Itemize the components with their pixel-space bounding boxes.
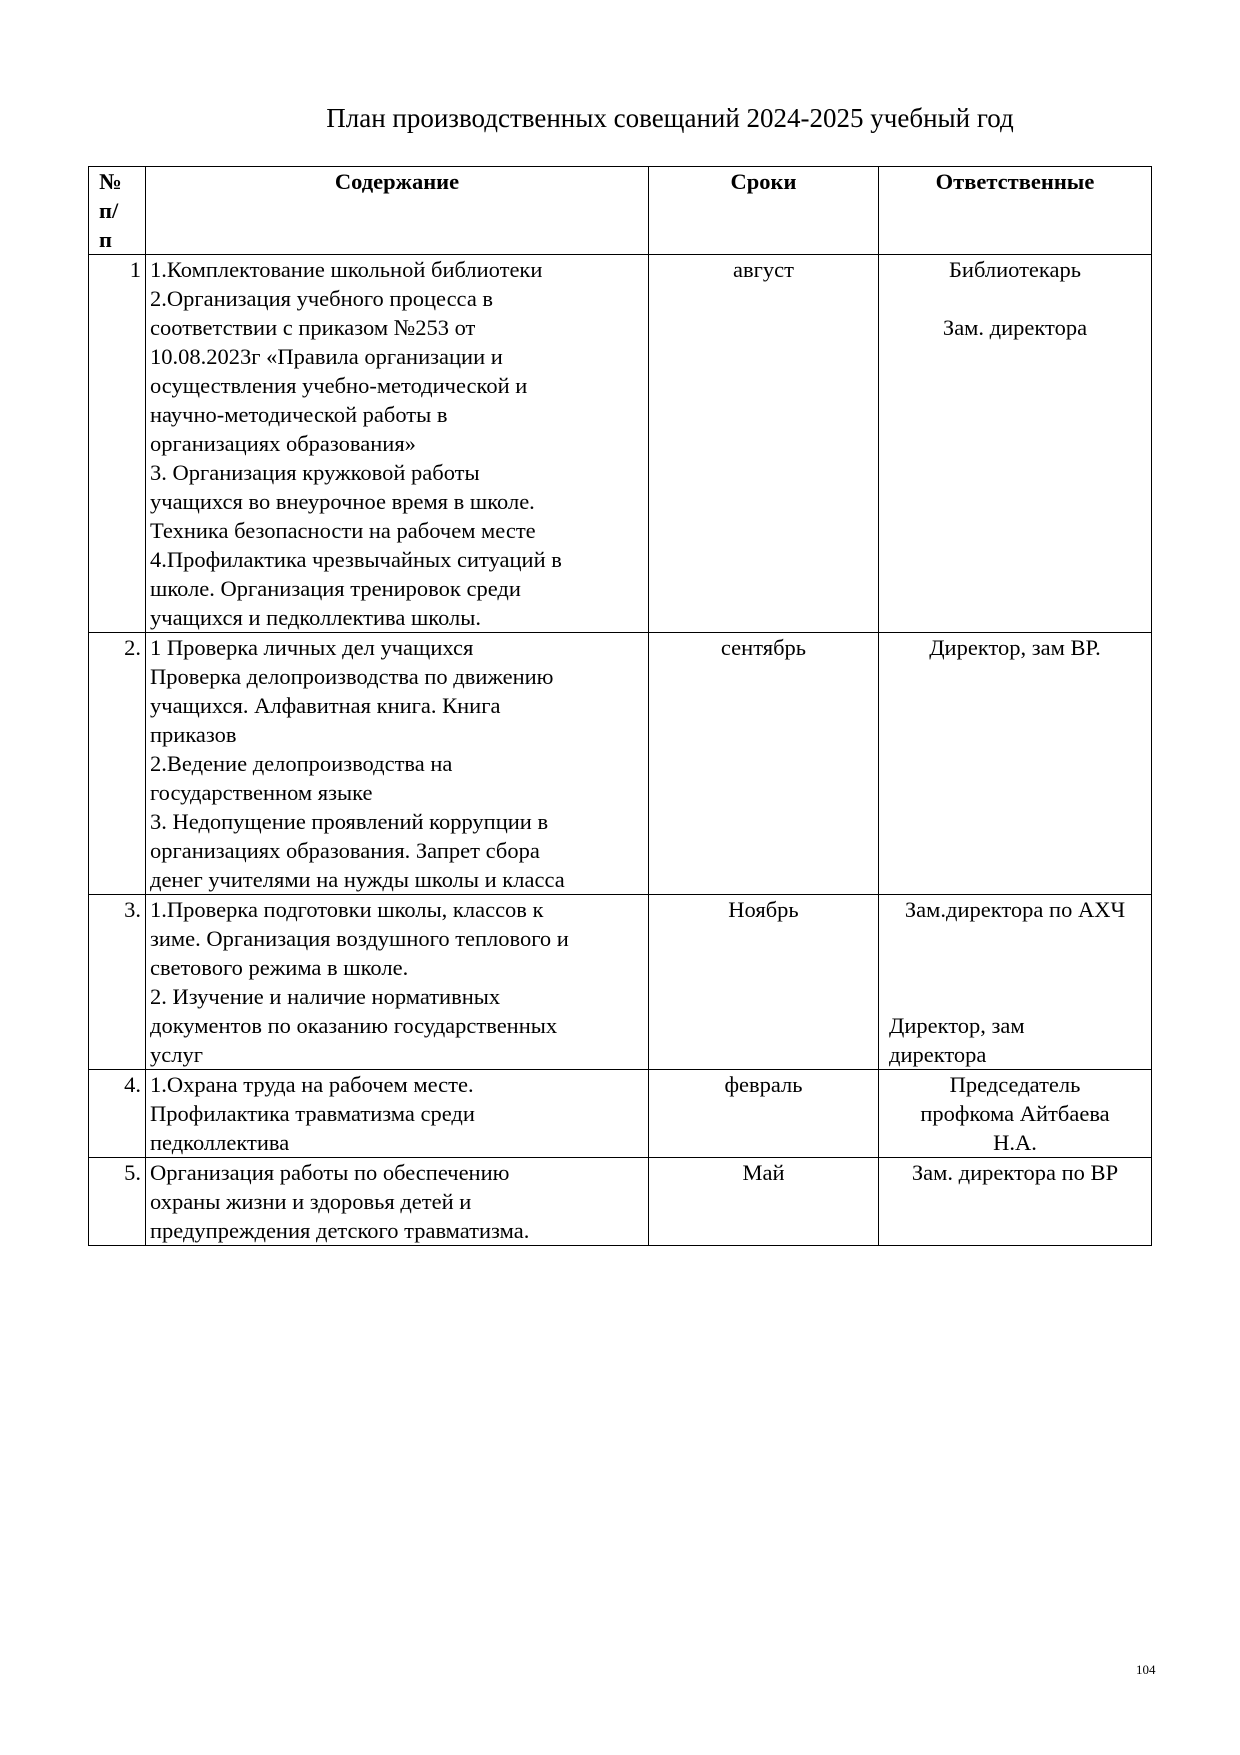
meetings-plan-table xyxy=(88,166,1152,1246)
row-number: 5. xyxy=(89,1158,146,1246)
table-row xyxy=(89,895,1152,1070)
row-content: 1.Комплектование школьной библиотеки 2.Организация учебного процесса в соответствии с приказом №253 от 10.08.2023г «Правила организации и осуществления учебно-методической и научно-методической работы в организациях образования» 3. Организация кружковой работы учащихся во внеурочное время в школе. Техника безопасности на рабочем месте 4.Профилактика чрезвычайных ситуаций в школе. Организация тренировок среди учащихся и педколлектива школы. xyxy=(146,255,649,633)
table-row xyxy=(89,1070,1152,1158)
row-term: февраль xyxy=(649,1070,879,1158)
row-number: 2. xyxy=(89,633,146,895)
header-term: Сроки xyxy=(649,167,879,255)
row-responsible: Директор, зам ВР. xyxy=(879,633,1152,895)
table-row xyxy=(89,1158,1152,1246)
page-number: 104 xyxy=(1136,1662,1156,1677)
table-header-row xyxy=(89,167,1152,255)
row-term: Май xyxy=(649,1158,879,1246)
row-content: 1.Проверка подготовки школы, классов к зиме. Организация воздушного теплового и светового режима в школе. 2. Изучение и наличие нормативных документов по оказанию государственных услуг xyxy=(146,895,649,1070)
row-responsible: Зам.директора по АХЧ Директор, зам директора xyxy=(879,895,1152,1070)
row-term: август xyxy=(649,255,879,633)
table-row xyxy=(89,255,1152,633)
row-content: 1.Охрана труда на рабочем месте. Профилактика травматизма среди педколлектива xyxy=(146,1070,649,1158)
header-responsible: Ответственные xyxy=(879,167,1152,255)
header-content: Содержание xyxy=(146,167,649,255)
row-term: Ноябрь xyxy=(649,895,879,1070)
row-responsible: Библиотекарь Зам. директора xyxy=(879,255,1152,633)
row-content: Организация работы по обеспечению охраны жизни и здоровья детей и предупреждения детского травматизма. xyxy=(146,1158,649,1246)
header-num: № п/ п xyxy=(89,167,146,255)
table-row xyxy=(89,633,1152,895)
row-number: 1 xyxy=(89,255,146,633)
row-content: 1 Проверка личных дел учащихся Проверка делопроизводства по движению учащихся. Алфавитная книга. Книга приказов 2.Ведение делопроизводства на государственном языке 3. Недопущение проявлений коррупции в организациях образования. Запрет сбора денег учителями на нужды школы и класса xyxy=(146,633,649,895)
row-term: сентябрь xyxy=(649,633,879,895)
row-number: 4. xyxy=(89,1070,146,1158)
page-title: План производственных совещаний 2024-2025 учебный год xyxy=(326,103,1014,133)
row-responsible: Зам. директора по ВР xyxy=(879,1158,1152,1246)
row-responsible: Председатель профкома Айтбаева Н.А. xyxy=(879,1070,1152,1158)
row-number: 3. xyxy=(89,895,146,1070)
